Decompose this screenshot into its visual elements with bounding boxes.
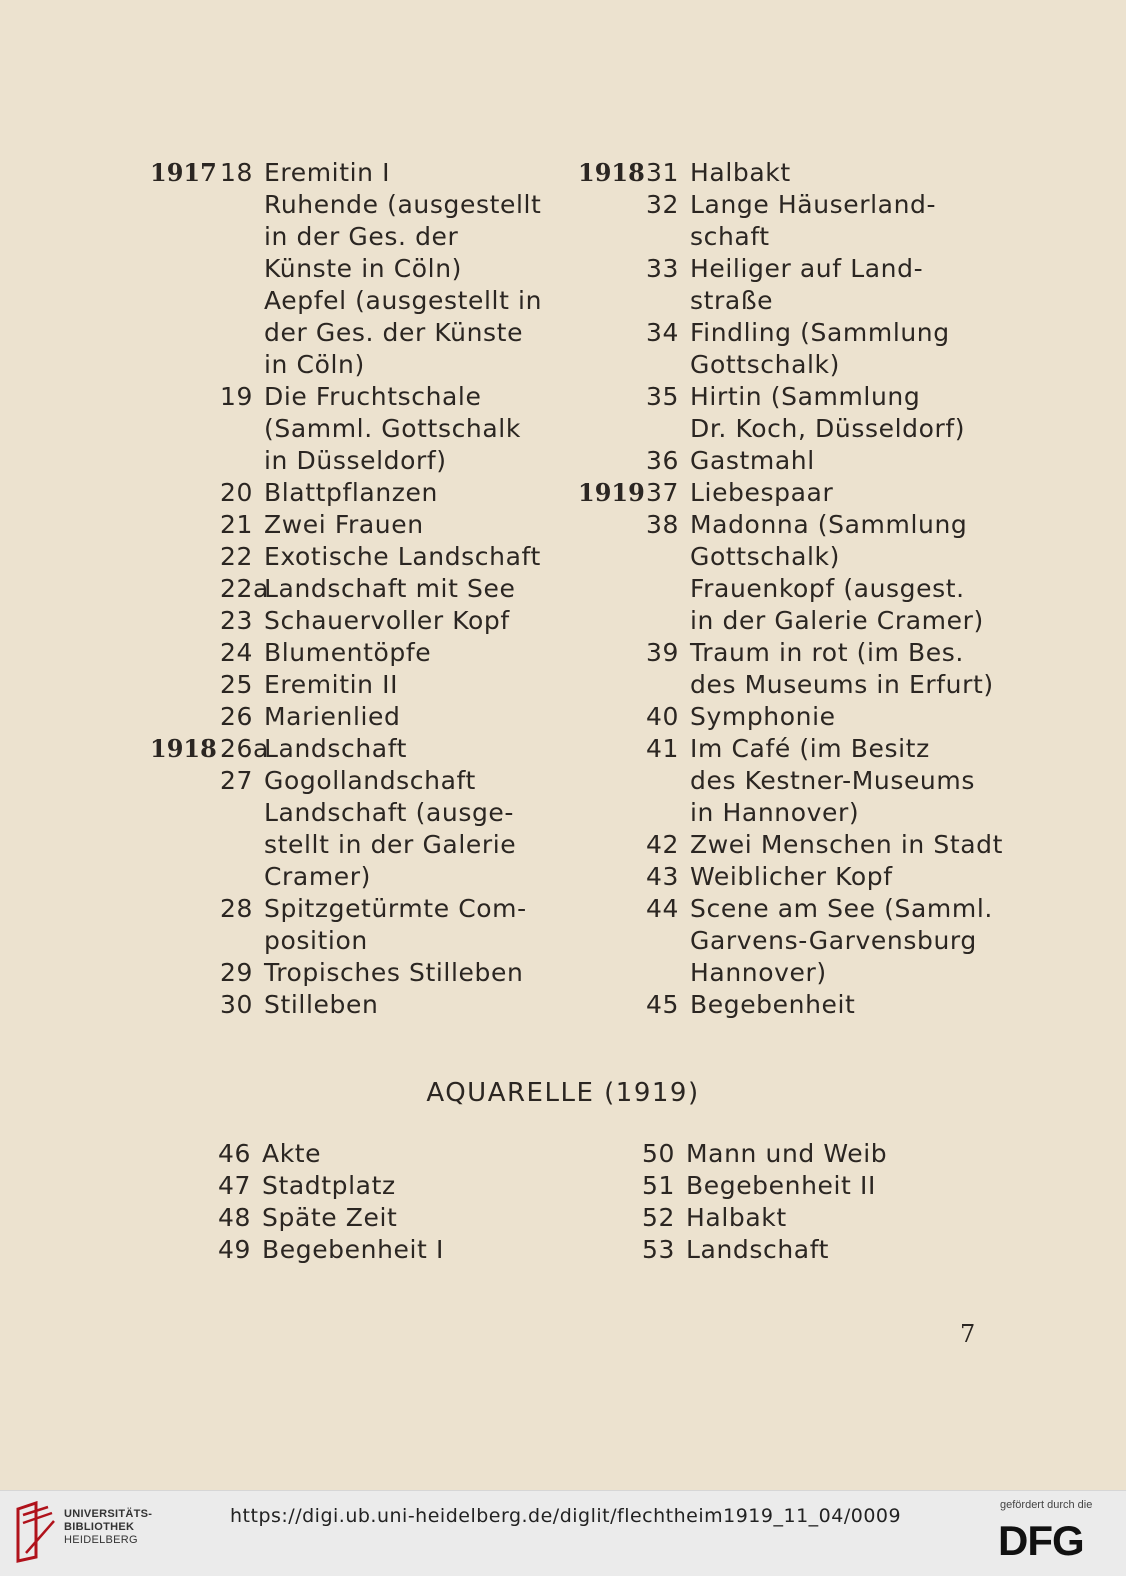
entry-first-line xyxy=(578,989,998,1021)
catalog-entry xyxy=(578,893,998,989)
entry-continuation-text: Landschaft (ausge- xyxy=(264,798,515,827)
entry-continuation-line xyxy=(578,541,998,573)
catalog-entry xyxy=(150,989,560,1021)
entry-continuation-line xyxy=(150,861,560,893)
entry-title: Stilleben xyxy=(264,990,379,1019)
entry-number: 21 xyxy=(220,510,254,539)
entry-number: 32 xyxy=(646,190,680,219)
entry-title: Hirtin (Sammlung xyxy=(690,382,921,411)
entry-first-line xyxy=(578,317,998,349)
entry-first-line xyxy=(578,381,998,413)
entry-first-line xyxy=(150,573,560,605)
aquarelle-entry xyxy=(642,1138,887,1170)
entry-continuation-line xyxy=(578,413,998,445)
entry-continuation-line xyxy=(578,957,998,989)
year-label: 1919 xyxy=(578,478,645,507)
catalog-entry xyxy=(578,733,998,829)
entry-number: 24 xyxy=(220,638,254,667)
entry-first-line xyxy=(150,477,560,509)
entry-number: 39 xyxy=(646,638,680,667)
entry-number: 40 xyxy=(646,702,680,731)
entry-continuation-text: position xyxy=(264,926,368,955)
aquarelle-entry xyxy=(642,1234,887,1266)
catalog-entry xyxy=(578,829,1004,861)
entry-continuation-text: Ruhende (ausgestellt xyxy=(264,190,542,219)
entry-title: Liebespaar xyxy=(690,478,834,507)
aquarelle-heading: AQUARELLE (1919) xyxy=(426,1078,700,1108)
entry-title: Lange Häuserland- xyxy=(690,190,937,219)
entry-number: 18 xyxy=(220,158,254,187)
entry-number: 52 xyxy=(642,1203,676,1232)
entry-continuation-line xyxy=(578,349,998,381)
entry-continuation-text: Dr. Koch, Düsseldorf) xyxy=(690,414,966,443)
entry-first-line xyxy=(578,701,998,733)
entry-continuation-text: schaft xyxy=(690,222,770,251)
catalog-entry xyxy=(150,893,560,957)
entry-title: Exotische Landschaft xyxy=(264,542,541,571)
entry-title: Spitzgetürmte Com- xyxy=(264,894,527,923)
entry-continuation-line xyxy=(150,221,560,253)
entry-first-line xyxy=(150,893,560,925)
entry-title: Die Fruchtschale xyxy=(264,382,482,411)
entry-continuation-text: Künste in Cöln) xyxy=(264,254,463,283)
entry-first-line xyxy=(578,829,1004,861)
entry-first-line xyxy=(578,509,998,541)
year-label: 1918 xyxy=(150,734,217,763)
entry-continuation-line xyxy=(150,925,560,957)
entry-number: 20 xyxy=(220,478,254,507)
aquarelle-entry xyxy=(218,1170,444,1202)
entry-first-line xyxy=(150,637,560,669)
entry-first-line xyxy=(578,893,998,925)
entry-number: 37 xyxy=(646,478,680,507)
entry-continuation-text: Gottschalk) xyxy=(690,542,840,571)
funded-by-label: gefördert durch die xyxy=(1000,1499,1093,1511)
entry-number: 26 xyxy=(220,702,254,731)
library-name-line3: HEIDELBERG xyxy=(64,1534,138,1546)
catalog-entry xyxy=(578,477,998,509)
entry-continuation-text: in der Galerie Cramer) xyxy=(690,606,984,635)
entry-number: 26a xyxy=(220,734,269,763)
entry-title: Tropisches Stilleben xyxy=(264,958,524,987)
entry-continuation-text: straße xyxy=(690,286,774,315)
entry-first-line xyxy=(578,157,998,189)
entry-continuation-line xyxy=(150,285,560,317)
year-label: 1918 xyxy=(578,158,645,187)
entry-first-line xyxy=(578,477,998,509)
entry-title: Symphonie xyxy=(690,702,836,731)
catalog-entry xyxy=(150,669,560,701)
entry-first-line xyxy=(150,957,560,989)
catalog-entry xyxy=(578,157,998,189)
aquarelle-right-column xyxy=(642,1138,887,1266)
entry-title: Traum in rot (im Bes. xyxy=(690,638,964,667)
entry-title: Blattpflanzen xyxy=(264,478,438,507)
entry-first-line xyxy=(578,189,998,221)
entry-number: 35 xyxy=(646,382,680,411)
catalog-entry xyxy=(578,381,998,445)
year-label: 1917 xyxy=(150,158,217,187)
entry-continuation-line xyxy=(150,253,560,285)
entry-continuation-line xyxy=(578,285,998,317)
entry-title: Begebenheit xyxy=(690,990,856,1019)
entry-number: 19 xyxy=(220,382,254,411)
library-name-line2: BIBLIOTHEK xyxy=(64,1521,135,1533)
entry-number: 30 xyxy=(220,990,254,1019)
entry-continuation-line xyxy=(150,317,560,349)
entry-title: Weiblicher Kopf xyxy=(690,862,893,891)
entry-continuation-text: Aepfel (ausgestellt in xyxy=(264,286,543,315)
entry-continuation-text: in Cöln) xyxy=(264,350,365,379)
entry-title: Begebenheit I xyxy=(262,1235,444,1264)
aquarelle-entry xyxy=(642,1202,887,1234)
catalog-left-column xyxy=(150,157,560,1021)
entry-title: Eremitin I xyxy=(264,158,391,187)
entry-first-line xyxy=(150,541,560,573)
entry-continuation-line xyxy=(150,797,560,829)
entry-continuation-line xyxy=(578,797,998,829)
entry-continuation-text: des Kestner-Museums xyxy=(690,766,975,795)
entry-continuation-line xyxy=(578,221,998,253)
catalog-entry xyxy=(578,509,998,637)
aquarelle-left-column xyxy=(218,1138,444,1266)
entry-number: 33 xyxy=(646,254,680,283)
aquarelle-entry xyxy=(218,1234,444,1266)
entry-number: 49 xyxy=(218,1235,252,1264)
entry-title: Halbakt xyxy=(686,1203,787,1232)
aquarelle-entry xyxy=(218,1202,444,1234)
entry-continuation-text: (Samml. Gottschalk xyxy=(264,414,521,443)
entry-title: Landschaft xyxy=(264,734,408,763)
catalog-entry xyxy=(578,253,998,317)
entry-title: Späte Zeit xyxy=(262,1203,398,1232)
entry-number: 22 xyxy=(220,542,254,571)
entry-number: 27 xyxy=(220,766,254,795)
entry-number: 41 xyxy=(646,734,680,763)
entry-continuation-line xyxy=(578,669,998,701)
entry-number: 51 xyxy=(642,1171,676,1200)
entry-title: Begebenheit II xyxy=(686,1171,876,1200)
catalog-entry xyxy=(150,765,560,893)
university-library-logo-icon[interactable] xyxy=(14,1501,58,1563)
entry-title: Blumentöpfe xyxy=(264,638,432,667)
entry-number: 29 xyxy=(220,958,254,987)
entry-title: Mann und Weib xyxy=(686,1139,888,1168)
entry-continuation-line xyxy=(578,765,998,797)
entry-title: Eremitin II xyxy=(264,670,399,699)
entry-title: Landschaft xyxy=(686,1235,830,1264)
entry-number: 44 xyxy=(646,894,680,923)
library-name xyxy=(64,1508,152,1547)
entry-continuation-text: des Museums in Erfurt) xyxy=(690,670,994,699)
catalog-entry xyxy=(150,573,560,605)
entry-title: Landschaft mit See xyxy=(264,574,516,603)
entry-number: 36 xyxy=(646,446,680,475)
entry-continuation-text: Frauenkopf (ausgest. xyxy=(690,574,965,603)
catalog-entry xyxy=(150,637,560,669)
entry-continuation-line xyxy=(150,413,560,445)
catalog-entry xyxy=(578,317,998,381)
entry-number: 45 xyxy=(646,990,680,1019)
catalog-entry xyxy=(150,605,560,637)
entry-number: 53 xyxy=(642,1235,676,1264)
entry-title: Zwei Frauen xyxy=(264,510,424,539)
entry-continuation-text: Gottschalk) xyxy=(690,350,840,379)
permalink-url[interactable]: https://digi.ub.uni-heidelberg.de/diglit/flechtheim1919_11_04/0009 xyxy=(230,1505,902,1527)
dfg-logo[interactable]: DFG xyxy=(998,1517,1084,1564)
entry-continuation-line xyxy=(578,573,998,605)
entry-continuation-line xyxy=(150,349,560,381)
entry-title: Marienlied xyxy=(264,702,401,731)
entry-title: Schauervoller Kopf xyxy=(264,606,510,635)
aquarelle-entry xyxy=(218,1138,444,1170)
entry-number: 31 xyxy=(646,158,680,187)
entry-continuation-text: Hannover) xyxy=(690,958,827,987)
entry-number: 50 xyxy=(642,1139,676,1168)
entry-number: 38 xyxy=(646,510,680,539)
entry-continuation-line xyxy=(150,445,560,477)
entry-continuation-text: in der Ges. der xyxy=(264,222,459,251)
entry-first-line xyxy=(578,253,998,285)
aquarelle-entry xyxy=(642,1170,887,1202)
entry-number: 25 xyxy=(220,670,254,699)
entry-title: Findling (Sammlung xyxy=(690,318,950,347)
entry-first-line xyxy=(150,701,560,733)
library-name-line1: UNIVERSITÄTS- xyxy=(64,1508,153,1520)
entry-title: Gogollandschaft xyxy=(264,766,476,795)
entry-continuation-text: in Düsseldorf) xyxy=(264,446,447,475)
catalog-right-column xyxy=(578,157,1004,1021)
entry-number: 34 xyxy=(646,318,680,347)
catalog-entry xyxy=(150,733,560,765)
entry-title: Gastmahl xyxy=(690,446,815,475)
entry-first-line xyxy=(150,381,560,413)
entry-number: 48 xyxy=(218,1203,252,1232)
entry-continuation-text: Garvens-Garvensburg xyxy=(690,926,977,955)
entry-first-line xyxy=(150,669,560,701)
catalog-entry xyxy=(578,701,998,733)
entry-title: Halbakt xyxy=(690,158,791,187)
entry-number: 46 xyxy=(218,1139,252,1168)
entry-continuation-text: in Hannover) xyxy=(690,798,860,827)
entry-title: Stadtplatz xyxy=(262,1171,396,1200)
entry-title: Scene am See (Samml. xyxy=(690,894,993,923)
entry-title: Akte xyxy=(262,1139,322,1168)
entry-first-line xyxy=(150,765,560,797)
catalog-entry xyxy=(578,861,998,893)
entry-title: Zwei Menschen in Stadt xyxy=(690,830,1004,859)
entry-title: Im Café (im Besitz xyxy=(690,734,930,763)
entry-continuation-line xyxy=(150,829,560,861)
entry-continuation-text: Cramer) xyxy=(264,862,372,891)
entry-first-line xyxy=(150,509,560,541)
entry-continuation-line xyxy=(578,605,998,637)
catalog-entry xyxy=(150,381,560,477)
page-number: 7 xyxy=(960,1320,976,1348)
entry-number: 47 xyxy=(218,1171,252,1200)
catalog-entry xyxy=(150,157,560,381)
entry-first-line xyxy=(150,605,560,637)
entry-continuation-text: der Ges. der Künste xyxy=(264,318,524,347)
viewer-footer xyxy=(0,1490,1126,1576)
catalog-entry xyxy=(578,189,998,253)
catalog-entry xyxy=(150,957,560,989)
entry-title: Madonna (Sammlung xyxy=(690,510,968,539)
entry-first-line xyxy=(150,989,560,1021)
catalog-entry xyxy=(578,637,998,701)
entry-first-line xyxy=(578,637,998,669)
catalog-entry xyxy=(578,445,998,477)
entry-continuation-text: stellt in der Galerie xyxy=(264,830,517,859)
entry-first-line xyxy=(578,445,998,477)
entry-continuation-line xyxy=(578,925,998,957)
catalog-entry xyxy=(578,989,998,1021)
entry-first-line xyxy=(578,733,998,765)
entry-title: Heiliger auf Land- xyxy=(690,254,924,283)
catalog-entry xyxy=(150,541,560,573)
entry-number: 23 xyxy=(220,606,254,635)
catalog-entry xyxy=(150,509,560,541)
entry-number: 22a xyxy=(220,574,269,603)
entry-first-line xyxy=(150,157,560,189)
entry-continuation-line xyxy=(150,189,560,221)
catalog-entry xyxy=(150,477,560,509)
entry-number: 43 xyxy=(646,862,680,891)
entry-number: 28 xyxy=(220,894,254,923)
catalog-entry xyxy=(150,701,560,733)
entry-first-line xyxy=(578,861,998,893)
entry-number: 42 xyxy=(646,830,680,859)
entry-first-line xyxy=(150,733,560,765)
